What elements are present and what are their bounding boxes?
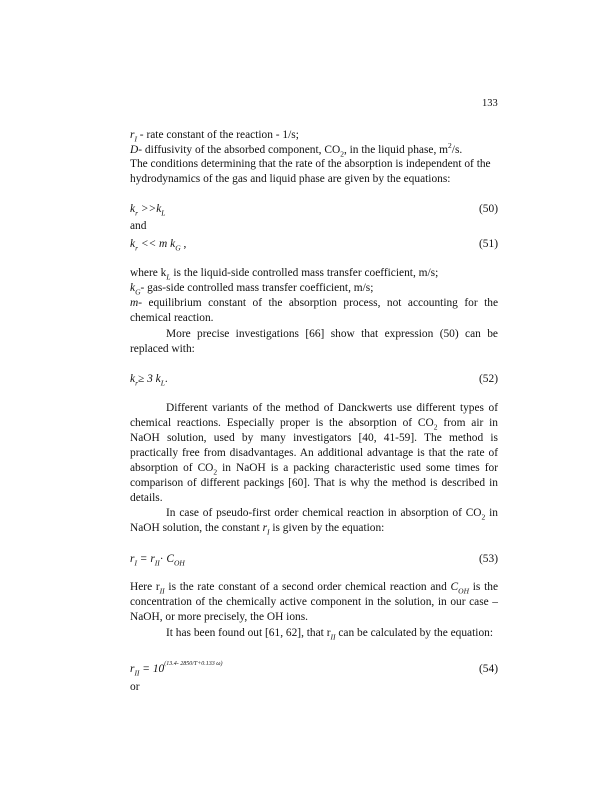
equation-53: $r_I = r_{II}\cdot C_{OH}$ (53) xyxy=(130,553,498,568)
variants-line-6: comparison of different packings [60]. That is why the method is described in xyxy=(130,477,498,489)
equation-exponent: (13.4- 2850/T+0.133 ω) xyxy=(164,661,223,667)
equation-51: $k_r << m$ $k_G$ , (51) xyxy=(130,238,498,253)
conjunction-and: and xyxy=(130,220,147,232)
precise-para-line-1: More precise investigations [66] show that expression (50) can be xyxy=(166,328,498,340)
equation-52: $k_r\ge 3$ $k_L$. (52) xyxy=(130,373,498,388)
here-line-2: concentration of the chemically active component in the solution, in our case – xyxy=(130,596,498,608)
equation-number: (53) xyxy=(479,553,498,565)
equation-50: $k_r >>k_L$ (50) xyxy=(130,203,498,218)
variants-line-1: Different variants of the method of Danckwerts use different types of xyxy=(166,402,498,414)
variants-line-3: NaOH solution, used by many investigators [40, 41-59]. The method is xyxy=(130,432,498,444)
variants-line-4: practically free from disadvantages. An additional advantage is that the rate of xyxy=(130,447,498,459)
equation-number: (52) xyxy=(479,373,498,385)
equation-54: $r_{II} = 10^{(13.4- 2850/T+0.133 \omega)}$ (54) xyxy=(130,661,498,678)
definition-m-line-1: m- equilibrium constant of the absorption process, not accounting for the xyxy=(130,297,498,309)
intro-line-1: The conditions determining that the rate of the absorption is independent of the xyxy=(130,158,491,170)
found-line-1: It has been found out [61, 62], that $r_{II}$ can be calculated by the equation: xyxy=(166,627,493,642)
definition-kg: $k_G-$ gas-side controlled mass transfer coefficient, m/s; xyxy=(130,282,374,297)
pseudo-line-1: In case of pseudo-first order chemical reaction in absorption of $CO_2$ in xyxy=(166,507,498,522)
equation-number: (51) xyxy=(479,238,498,250)
pseudo-line-2: NaOH solution, the constant $r_I$ is given by the equation: xyxy=(130,522,385,537)
here-line-3: NaOH, or more precisely, the OH ions. xyxy=(130,611,308,623)
intro-line-2: hydrodynamics of the gas and liquid phase are given by the equations: xyxy=(130,173,451,185)
variants-line-2: chemical reactions. Especially proper is the absorption of $CO_2$ from air in xyxy=(130,417,499,432)
definition-r1: $r_I$ - rate constant of the reaction - 1/s; xyxy=(130,129,299,144)
conjunction-or: or xyxy=(130,681,140,693)
equation-number: (50) xyxy=(479,203,498,215)
here-line-1: Here $r_{II}$ is the rate constant of a second order chemical reaction and $C_{OH}$ is the xyxy=(130,581,498,596)
page-number: 133 xyxy=(482,98,498,109)
definition-m-line-2: chemical reaction. xyxy=(130,312,214,324)
definition-kl: where $k_L$ is the liquid-side controlled mass transfer coefficient, m/s; xyxy=(130,267,439,282)
precise-para-line-2: replaced with: xyxy=(130,343,195,355)
variants-line-5: absorption of $CO_2$ in NaOH is a packing characteristic used some times for xyxy=(130,462,498,477)
definition-d: D- diffusivity of the absorbed component, $CO_2$, in the liquid phase, $m^2/s$. xyxy=(130,141,463,159)
variants-line-7: details. xyxy=(130,492,163,504)
equation-number: (54) xyxy=(479,663,498,675)
